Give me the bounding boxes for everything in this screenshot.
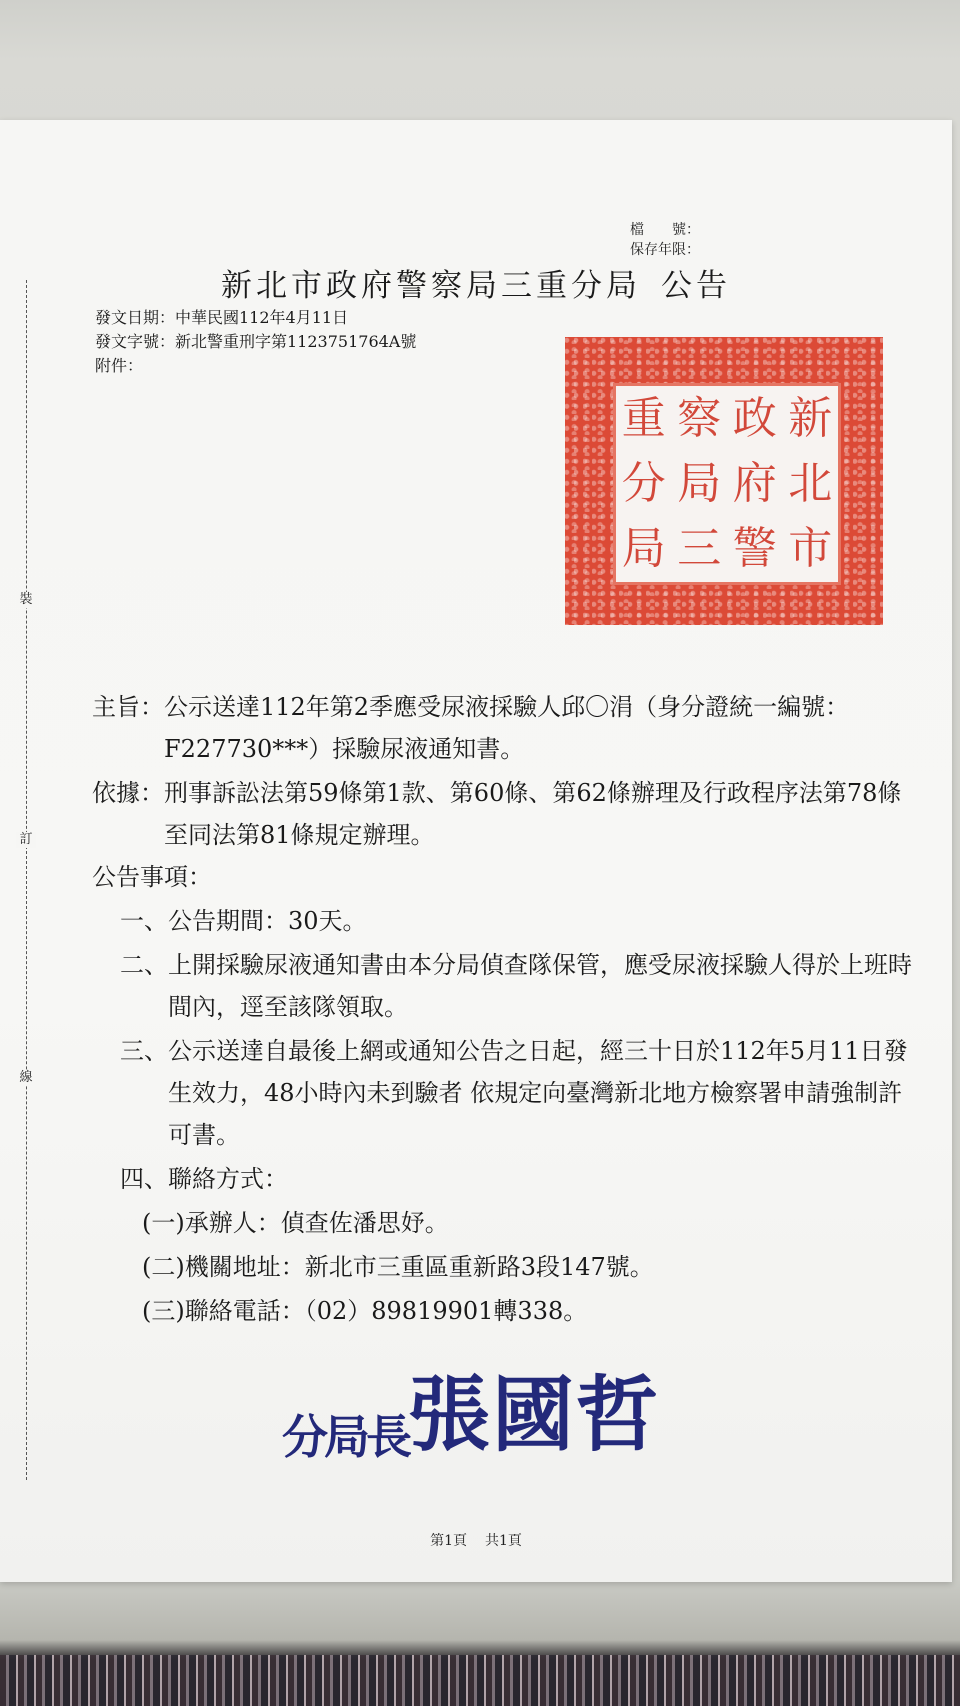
subject-label: 主旨： (92, 693, 164, 721)
item-number: 二、 (120, 951, 168, 979)
seal-char: 政 (732, 392, 777, 444)
subject-text: 公示送達112年第2季應受尿液採驗人邱〇涓（身分證統一編號：F227730***）採驗尿液通知書。 (164, 693, 850, 763)
item-number: 三、 (120, 1037, 168, 1065)
item-text: 公示送達自最後上網或通知公告之日起，經三十日於112年5月11日發生效力，48小時內未到驗者 依規定向臺灣新北地方檢察署申請強制許可書。 (168, 1037, 908, 1149)
seal-char: 府 (732, 457, 777, 509)
subject-paragraph (92, 686, 912, 770)
attachment: 附件： (95, 356, 144, 375)
seal-inner-frame (613, 383, 841, 585)
binding-mark-middle: 訂 (16, 832, 36, 848)
binding-mark-top: 裝 (16, 592, 36, 608)
retention-label: 保存年限： (630, 242, 700, 258)
seal-char: 新 (788, 392, 833, 444)
binding-line (26, 280, 27, 1480)
seal-char: 局 (621, 523, 666, 575)
notice-item-2 (92, 944, 912, 1028)
notice-item-4 (92, 1158, 912, 1200)
page-number: 第1頁 (430, 1533, 467, 1549)
item-text: 上開採驗尿液通知書由本分局偵查隊保管，應受尿液採驗人得於上班時間內，逕至該隊領取。 (168, 951, 912, 1021)
contact-handler: (一)承辦人：偵查佐潘思妤。 (142, 1209, 449, 1237)
contact-phone: (三)聯絡電話：（02）89819901轉338。 (142, 1297, 588, 1325)
official-seal (565, 337, 883, 625)
seal-char: 市 (788, 523, 833, 575)
item-text: 公告期間：30天。 (168, 907, 367, 935)
seal-char: 察 (677, 392, 722, 444)
item-number: 四、 (120, 1165, 168, 1193)
seal-char: 北 (788, 457, 833, 509)
item-text: 聯絡方式： (168, 1165, 288, 1193)
seal-char: 重 (621, 392, 666, 444)
file-meta (630, 220, 700, 260)
signature-title: 分局長 (282, 1410, 408, 1464)
page-footer (0, 1530, 952, 1550)
director-signature-stamp (282, 1350, 660, 1467)
document-title (0, 260, 952, 305)
notice-items-label: 公告事項： (92, 863, 212, 891)
notice-item-3 (92, 1030, 912, 1156)
document-type: 公告 (661, 268, 731, 304)
notice-body (92, 686, 912, 1332)
file-number-label: 檔 號： (630, 222, 700, 238)
issue-info (95, 306, 416, 378)
issue-number: 發文字號：新北警重刑字第1123751764A號 (95, 332, 417, 351)
seal-char: 局 (677, 457, 722, 509)
basis-label: 依據： (92, 779, 164, 807)
issue-date: 發文日期：中華民國112年4月11日 (95, 308, 349, 327)
agency-name: 新北市政府警察局三重分局 (221, 268, 641, 304)
contact-address: (二)機關地址：新北市三重區重新路3段147號。 (142, 1253, 654, 1281)
seal-char: 分 (621, 457, 666, 509)
item-number: 一、 (120, 907, 168, 935)
basis-text: 刑事訴訟法第59條第1款、第60條、第62條辦理及行政程序法第78條至同法第81條規定辦理。 (164, 779, 902, 849)
seal-char: 三 (677, 523, 722, 575)
signature-name: 張國哲 (408, 1367, 661, 1463)
notice-item-1 (92, 900, 912, 942)
seal-characters (616, 386, 838, 582)
binding-mark-bottom: 線 (16, 1070, 36, 1086)
page-total: 共1頁 (485, 1533, 522, 1549)
background-fabric (0, 1655, 960, 1706)
basis-paragraph (92, 772, 912, 856)
seal-char: 警 (732, 523, 777, 575)
document-page (0, 120, 952, 1582)
